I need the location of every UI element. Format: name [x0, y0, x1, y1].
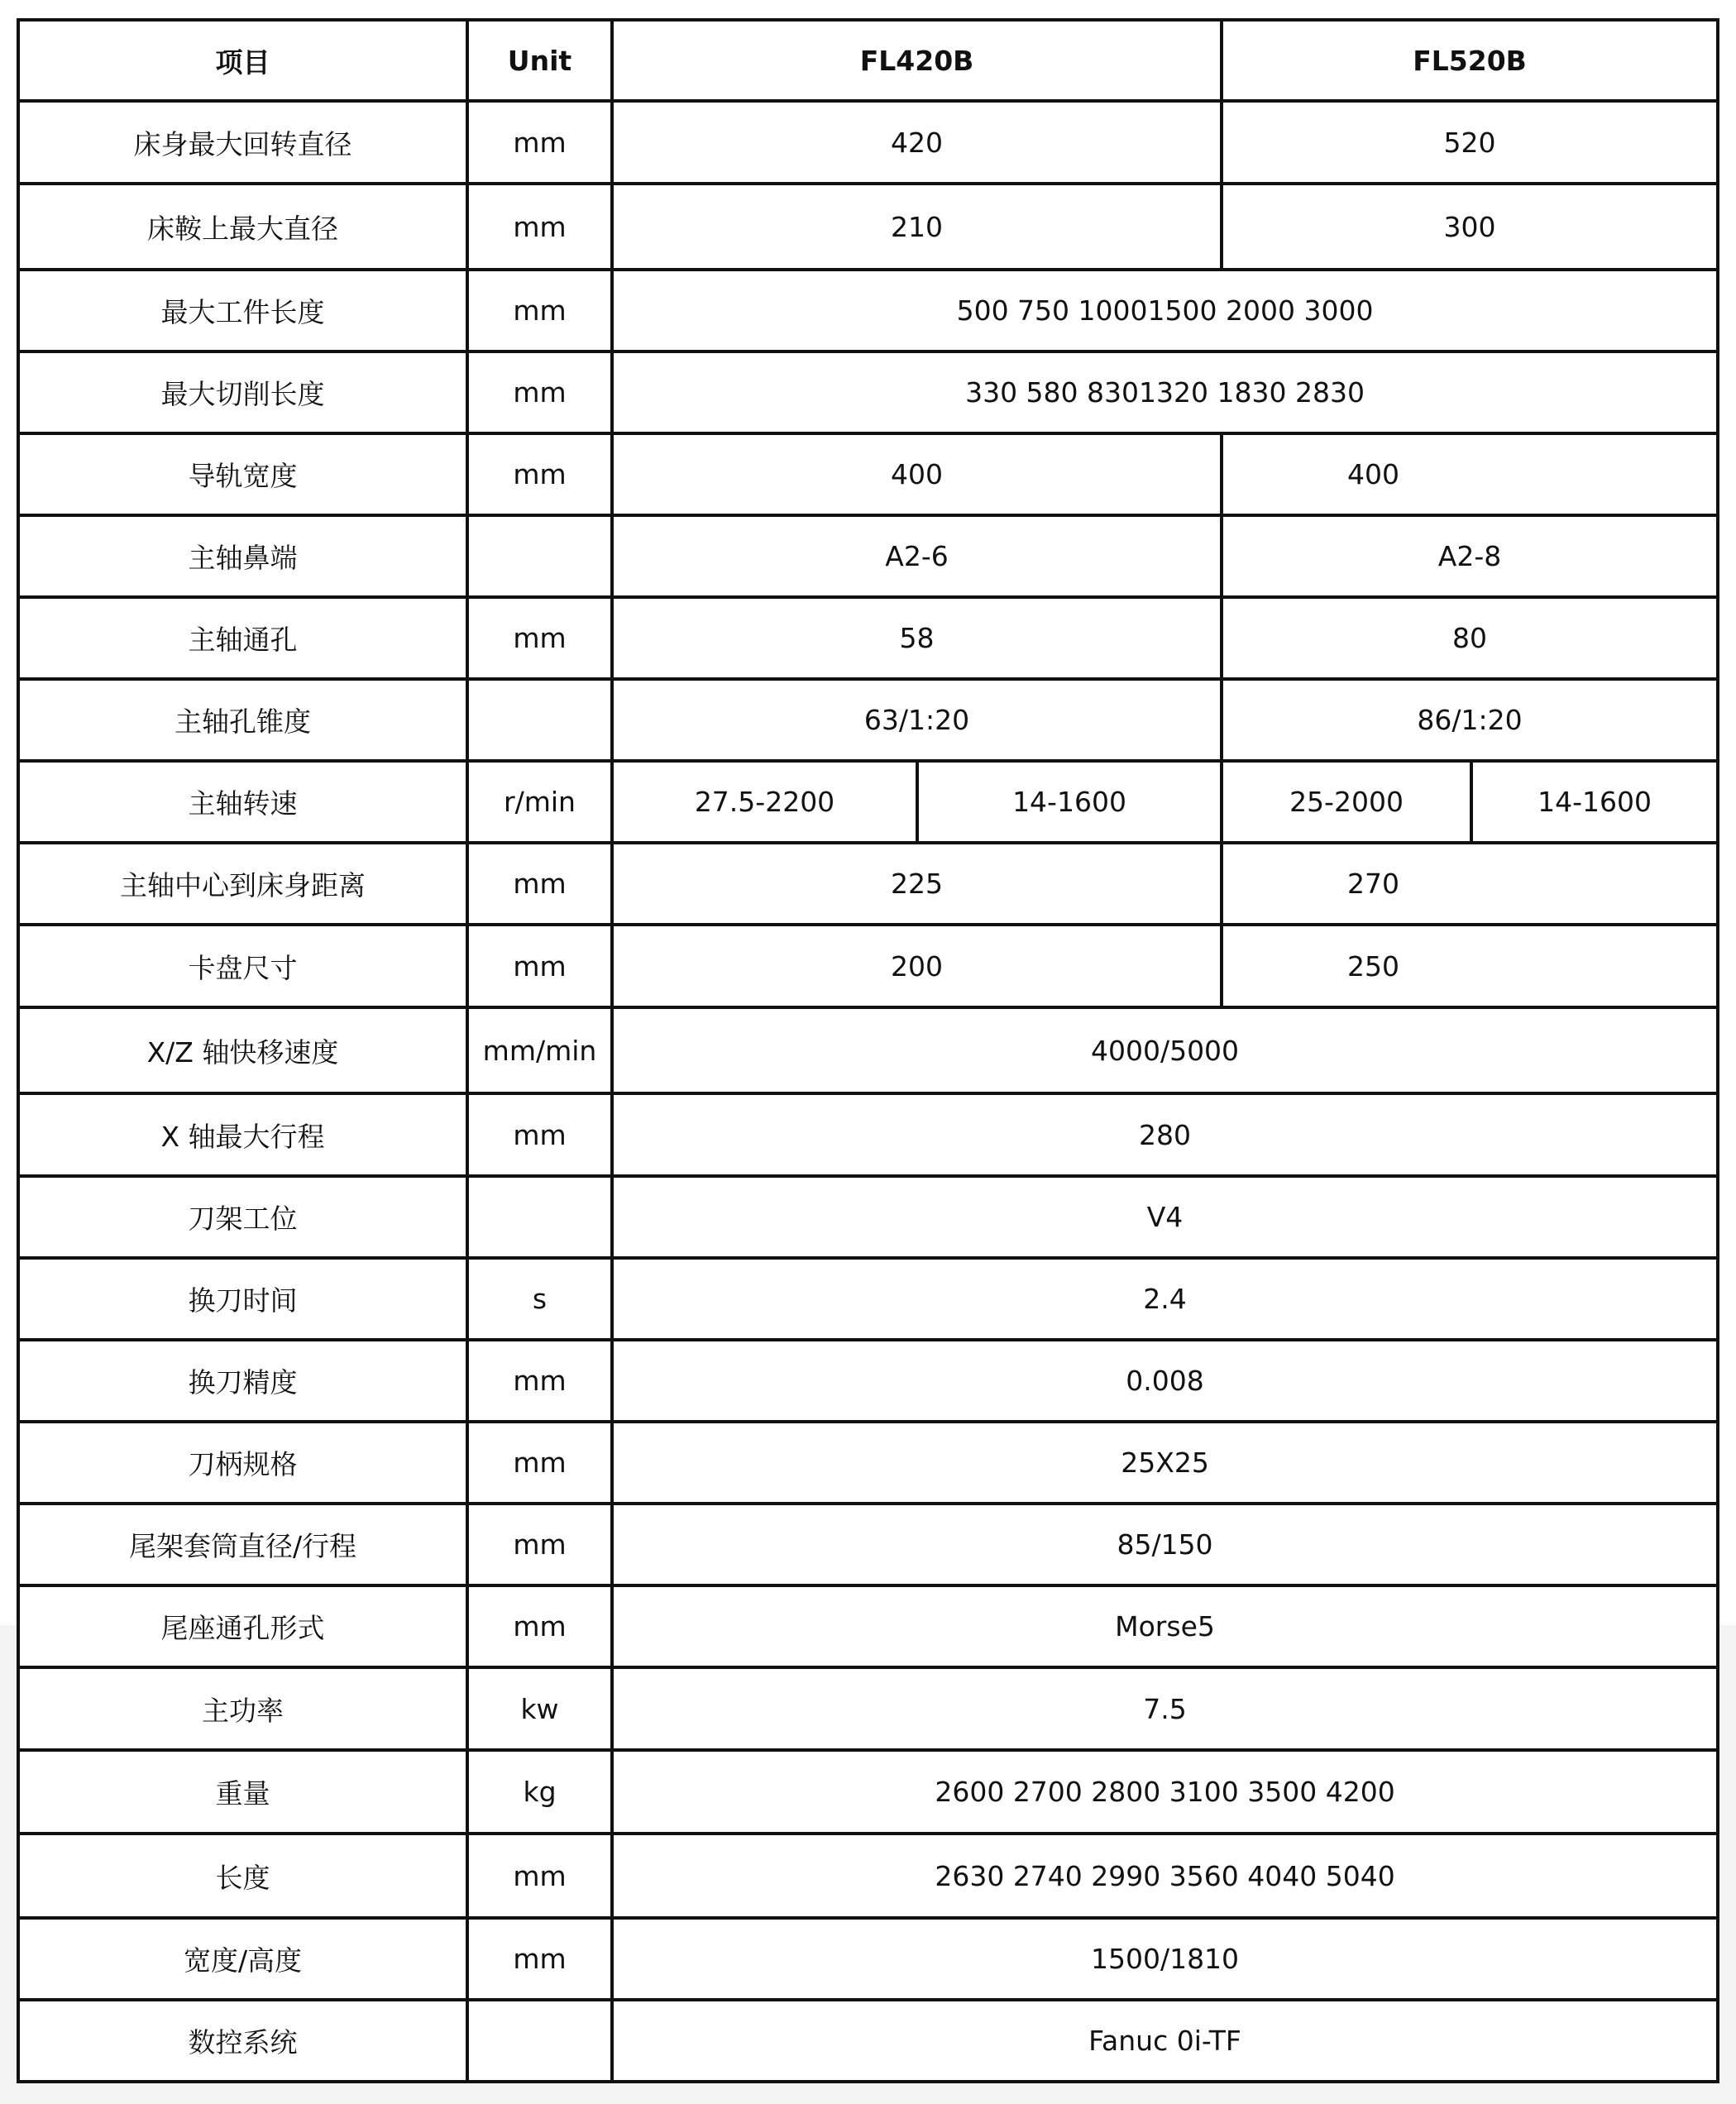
- row-item: 卡盘尺寸: [18, 925, 467, 1007]
- row-unit: [467, 1176, 612, 1258]
- table-row: [18, 433, 1718, 515]
- value-fl520b-speed-2: 14-1600: [1471, 761, 1718, 843]
- row-unit: [467, 515, 612, 597]
- table-row: [18, 1918, 1718, 2000]
- value-fl420b: 420: [612, 101, 1222, 184]
- row-item: 刀架工位: [18, 1176, 467, 1258]
- row-item: 主轴鼻端: [18, 515, 467, 597]
- table-row: [18, 270, 1718, 351]
- value-shared: V4: [612, 1176, 1718, 1258]
- table-row: [18, 597, 1718, 679]
- value-fl520b: 80: [1222, 597, 1718, 679]
- value-fl520b-speed-1: 25-2000: [1222, 761, 1471, 843]
- table-row: [18, 351, 1718, 433]
- row-unit: mm: [467, 184, 612, 270]
- row-unit: mm: [467, 925, 612, 1007]
- row-unit: mm: [467, 1093, 612, 1176]
- value-shared: 25X25: [612, 1422, 1718, 1504]
- row-item: 换刀时间: [18, 1258, 467, 1340]
- table-row: [18, 2000, 1718, 2082]
- value-shared: 0.008: [612, 1340, 1718, 1422]
- row-item: 重量: [18, 1750, 467, 1834]
- table-row: [18, 1258, 1718, 1340]
- value-shared: 2.4: [612, 1258, 1718, 1340]
- row-unit: [467, 2000, 612, 2082]
- row-item: 宽度/高度: [18, 1918, 467, 2000]
- table-row: [18, 1585, 1718, 1667]
- row-item: 主轴转速: [18, 761, 467, 843]
- row-item: 主轴中心到床身距离: [18, 843, 467, 925]
- table-row: [18, 1834, 1718, 1918]
- row-unit: mm: [467, 1918, 612, 2000]
- value-fl420b: A2-6: [612, 515, 1222, 597]
- row-item: X/Z 轴快移速度: [18, 1007, 467, 1093]
- row-item: 最大工件长度: [18, 270, 467, 351]
- row-item: 最大切削长度: [18, 351, 467, 433]
- value-shared: Morse5: [612, 1585, 1718, 1667]
- table-row: [18, 1176, 1718, 1258]
- value-shared: 1500/1810: [612, 1918, 1718, 2000]
- value-shared: 280: [612, 1093, 1718, 1176]
- value-shared: 7.5: [612, 1667, 1718, 1750]
- table-row: [18, 679, 1718, 761]
- value-fl520b: 86/1:20: [1222, 679, 1718, 761]
- row-item: 尾座通孔形式: [18, 1585, 467, 1667]
- row-unit: mm: [467, 101, 612, 184]
- table-row: [18, 1007, 1718, 1093]
- row-item: 尾架套筒直径/行程: [18, 1504, 467, 1585]
- table-row: [18, 101, 1718, 184]
- value-fl420b: 400: [612, 433, 1222, 515]
- row-unit: mm: [467, 433, 612, 515]
- table-row: [18, 761, 1718, 843]
- row-item: 床身最大回转直径: [18, 101, 467, 184]
- value-fl420b: 63/1:20: [612, 679, 1222, 761]
- value-fl520b: 520: [1222, 101, 1718, 184]
- table-row: [18, 1667, 1718, 1750]
- row-unit: mm: [467, 1504, 612, 1585]
- row-unit: mm: [467, 1585, 612, 1667]
- value-fl520b: 400: [1222, 433, 1718, 515]
- table-row: [18, 1504, 1718, 1585]
- table-row: [18, 1422, 1718, 1504]
- row-item: 主功率: [18, 1667, 467, 1750]
- row-item: 刀柄规格: [18, 1422, 467, 1504]
- value-shared: 2600 2700 2800 3100 3500 4200: [612, 1750, 1718, 1834]
- row-item: 长度: [18, 1834, 467, 1918]
- row-unit: [467, 679, 612, 761]
- spec-table: [17, 18, 1719, 2083]
- value-fl520b: 300: [1222, 184, 1718, 270]
- row-unit: mm: [467, 351, 612, 433]
- row-unit: mm: [467, 597, 612, 679]
- row-unit: mm: [467, 843, 612, 925]
- value-shared: 85/150: [612, 1504, 1718, 1585]
- row-unit: mm: [467, 270, 612, 351]
- table-row: [18, 515, 1718, 597]
- value-fl420b-speed-1: 27.5-2200: [612, 761, 917, 843]
- table-row: [18, 843, 1718, 925]
- header-model-fl520b: FL520B: [1222, 20, 1718, 101]
- row-unit: mm/min: [467, 1007, 612, 1093]
- table-row: [18, 925, 1718, 1007]
- value-fl520b: 250: [1222, 925, 1718, 1007]
- row-item: 主轴通孔: [18, 597, 467, 679]
- table-row: [18, 1750, 1718, 1834]
- header-row: [18, 20, 1718, 101]
- table-row: [18, 1340, 1718, 1422]
- value-fl420b-speed-2: 14-1600: [917, 761, 1222, 843]
- row-unit: kg: [467, 1750, 612, 1834]
- row-unit: kw: [467, 1667, 612, 1750]
- table-row: [18, 184, 1718, 270]
- row-item: 主轴孔锥度: [18, 679, 467, 761]
- value-shared: 330 580 8301320 1830 2830: [612, 351, 1718, 433]
- row-item: X 轴最大行程: [18, 1093, 467, 1176]
- row-unit: mm: [467, 1834, 612, 1918]
- value-fl420b: 210: [612, 184, 1222, 270]
- row-unit: mm: [467, 1422, 612, 1504]
- row-item: 导轨宽度: [18, 433, 467, 515]
- header-unit: Unit: [467, 20, 612, 101]
- row-unit: s: [467, 1258, 612, 1340]
- value-fl420b: 200: [612, 925, 1222, 1007]
- row-unit: mm: [467, 1340, 612, 1422]
- value-shared: 4000/5000: [612, 1007, 1718, 1093]
- row-item: 换刀精度: [18, 1340, 467, 1422]
- row-item: 数控系统: [18, 2000, 467, 2082]
- header-model-fl420b: FL420B: [612, 20, 1222, 101]
- value-fl420b: 58: [612, 597, 1222, 679]
- value-shared: 500 750 10001500 2000 3000: [612, 270, 1718, 351]
- row-item: 床鞍上最大直径: [18, 184, 467, 270]
- value-shared: 2630 2740 2990 3560 4040 5040: [612, 1834, 1718, 1918]
- header-item: 项目: [18, 20, 467, 101]
- row-unit: r/min: [467, 761, 612, 843]
- table-row: [18, 1093, 1718, 1176]
- value-fl520b: A2-8: [1222, 515, 1718, 597]
- value-shared: Fanuc 0i-TF: [612, 2000, 1718, 2082]
- value-fl420b: 225: [612, 843, 1222, 925]
- value-fl520b: 270: [1222, 843, 1718, 925]
